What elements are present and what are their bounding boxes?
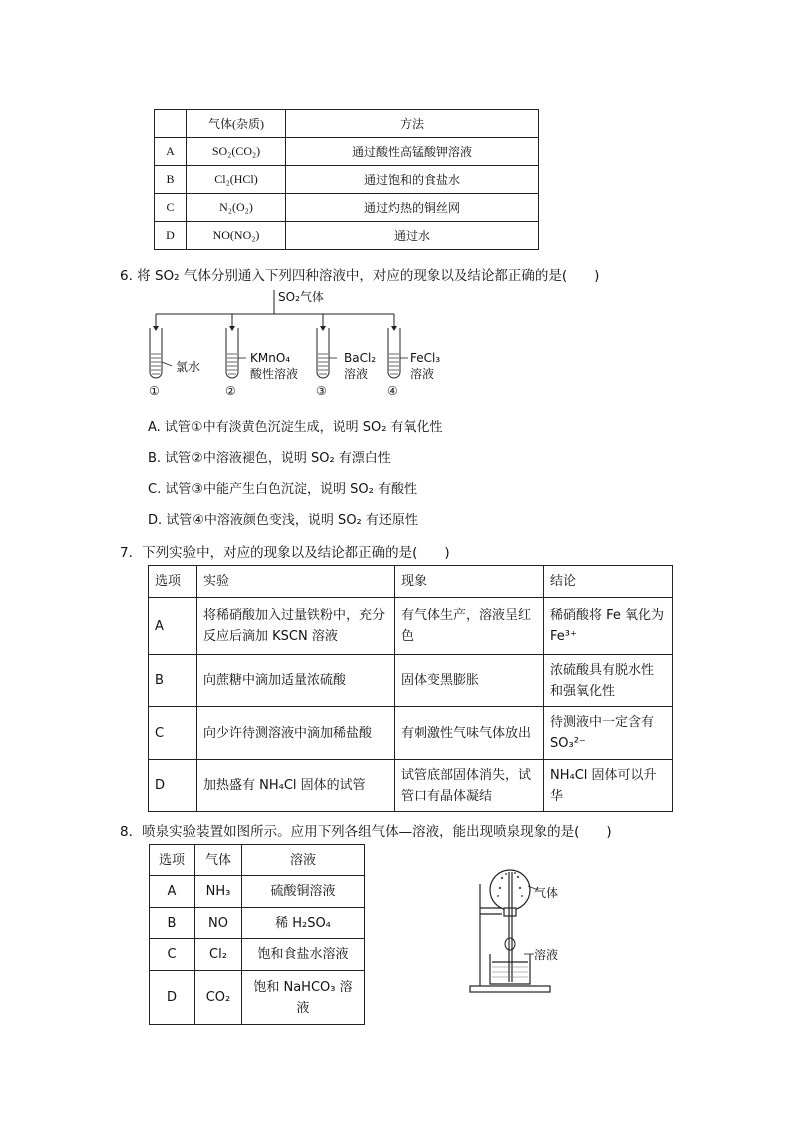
option-letter: D [155,222,187,250]
tube-number: ② [225,384,236,398]
table-header-cell: 方法 [286,110,539,138]
conclusion-cell: 浓硫酸具有脱水性和强氧化性 [544,655,673,707]
header-experiment: 实验 [197,566,395,598]
table-row [149,655,673,707]
tube-label-acid-solution: 酸性溶液 [250,367,299,381]
gas-cell: Cl₂ [195,939,242,971]
option-letter: C [155,194,187,222]
gas-cell: NH₃ [195,876,242,908]
fountain-apparatus-diagram [462,862,582,998]
question-7-stem: 7．下列实验中，对应的现象以及结论都正确的是( ) [120,545,450,561]
gas-impurity-table [154,109,539,250]
q6-option-b[interactable]: B. 试管②中溶液褪色，说明 SO₂ 有漂白性 [148,451,391,466]
gas-cell: SO₂(CO₂) [187,138,286,166]
header-gas: 气体 [195,845,242,876]
method-cell: 通过饱和的食盐水 [286,166,539,194]
option-letter: B [149,655,197,707]
phenomenon-cell: 有气体生产，溶液呈红色 [395,598,544,655]
question-8-stem: 8．喷泉实验装置如图所示。应用下列各组气体—溶液，能出现喷泉现象的是( ) [120,824,612,840]
option-letter: B [150,908,195,939]
tube-label-chlorine-water: 氯水 [176,360,201,374]
header-option: 选项 [149,566,197,598]
header-solution: 溶液 [242,845,365,876]
tube-number: ① [149,384,160,398]
fountain-apparatus-figure [462,862,582,998]
table-header-cell [155,110,187,138]
option-letter: D [149,760,197,812]
gas-cell: CO₂ [195,971,242,1025]
solution-label: 溶液 [534,948,559,962]
option-letter: A [150,876,195,908]
option-letter: C [150,939,195,971]
experiment-table [148,565,673,812]
table-row [155,194,539,222]
header-phenomenon: 现象 [395,566,544,598]
table-row [149,707,673,760]
table-row [150,971,365,1025]
tube-label-kmno4: KMnO₄ [250,351,291,365]
solution-cell: 饱和食盐水溶液 [242,939,365,971]
table-row [155,166,539,194]
conclusion-cell: 稀硝酸将 Fe 氧化为 Fe³⁺ [544,598,673,655]
option-letter: A [155,138,187,166]
gas-label: 气体 [534,886,559,900]
method-cell: 通过灼热的铜丝网 [286,194,539,222]
solution-cell: 稀 H₂SO₄ [242,908,365,939]
phenomenon-cell: 有刺激性气味气体放出 [395,707,544,760]
conclusion-cell: 待测液中一定含有 SO₃²⁻ [544,707,673,760]
experiment-cell: 向少许待测溶液中滴加稀盐酸 [197,707,395,760]
table-row [149,760,673,812]
tube-label-solution: 溶液 [410,367,435,381]
experiment-cell: 将稀硝酸加入过量铁粉中，充分反应后滴加 KSCN 溶液 [197,598,395,655]
so2-gas-label: SO₂气体 [278,290,324,304]
phenomenon-cell: 试管底部固体消失，试管口有晶体凝结 [395,760,544,812]
phenomenon-cell: 固体变黑膨胀 [395,655,544,707]
q6-option-a[interactable]: A. 试管①中有淡黄色沉淀生成，说明 SO₂ 有氧化性 [148,420,443,435]
question-6-stem: 6. 将 SO₂ 气体分别通入下列四种溶液中，对应的现象以及结论都正确的是( ) [120,268,600,284]
option-letter: C [149,707,197,760]
solution-cell: 饱和 NaHCO₃ 溶液 [242,971,365,1025]
table-row [150,939,365,971]
gas-cell: N₂(O₂) [187,194,286,222]
experiment-cell: 加热盛有 NH₄Cl 固体的试管 [197,760,395,812]
tube-number: ④ [387,384,398,398]
option-letter: A [149,598,197,655]
method-cell: 通过水 [286,222,539,250]
gas-cell: NO [195,908,242,939]
gas-cell: NO(NO₂) [187,222,286,250]
experiment-cell: 向蔗糖中滴加适量浓硫酸 [197,655,395,707]
tube-label-fecl3: FeCl₃ [410,351,441,365]
q6-figure [140,288,460,400]
gas-solution-table [149,844,365,1025]
header-option: 选项 [150,845,195,876]
table-row [155,222,539,250]
q6-option-c[interactable]: C. 试管③中能产生白色沉淀，说明 SO₂ 有酸性 [148,482,417,497]
table-row [150,908,365,939]
conclusion-cell: NH₄Cl 固体可以升华 [544,760,673,812]
table-header-row [150,845,365,876]
gas-cell: Cl₂(HCl) [187,166,286,194]
solution-cell: 硫酸铜溶液 [242,876,365,908]
method-cell: 通过酸性高锰酸钾溶液 [286,138,539,166]
q6-option-d[interactable]: D. 试管④中溶液颜色变浅，说明 SO₂ 有还原性 [148,513,418,528]
option-letter: B [155,166,187,194]
header-conclusion: 结论 [544,566,673,598]
option-letter: D [150,971,195,1025]
tube-number: ③ [316,384,327,398]
table-row [149,598,673,655]
tube-label-solution: 溶液 [344,367,369,381]
table-row [155,138,539,166]
table-row [150,876,365,908]
tube-label-bacl2: BaCl₂ [344,351,377,365]
table-header-cell: 气体(杂质) [187,110,286,138]
table-header-row [149,566,673,598]
